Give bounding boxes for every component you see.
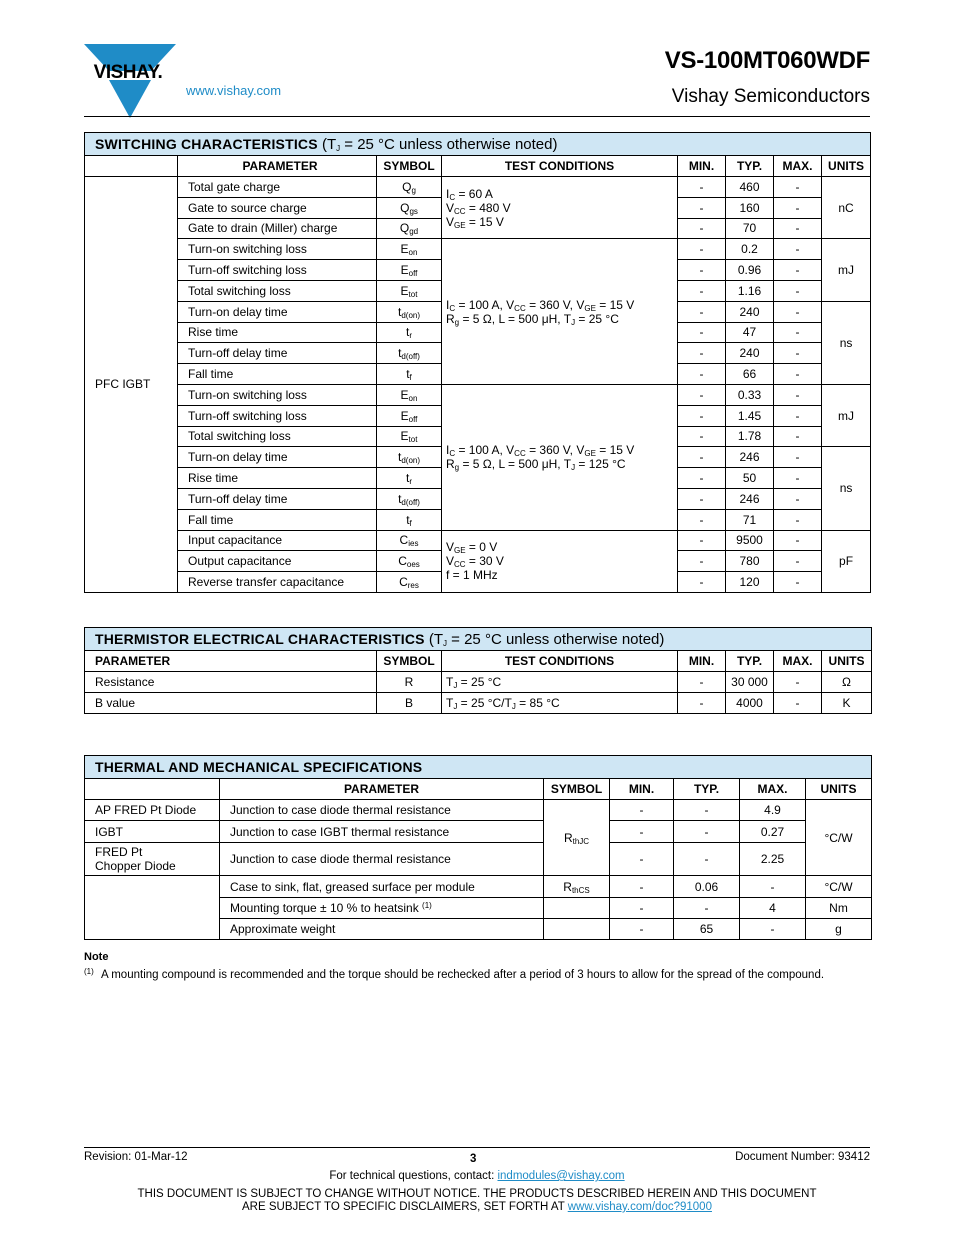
symbol-cell: $C_{res}$ (377, 572, 442, 593)
col-min: MIN. (678, 651, 726, 672)
note-text: A mounting compound is recommended and the torque should be rechecked after a period of 3 hours to allow for the spread of the compound. (101, 969, 825, 981)
param-cell: Turn-on switching loss (178, 239, 377, 260)
thermal-mechanical-table (84, 755, 872, 940)
max-cell: 2.25 (740, 843, 806, 876)
typ-cell: 50 (726, 468, 774, 489)
header-row (85, 156, 871, 177)
param-cell: Total switching loss (178, 280, 377, 301)
symbol-cell: R (377, 672, 442, 693)
min-cell: - (678, 693, 726, 714)
col-typ: TYP. (726, 651, 774, 672)
min-cell: - (678, 301, 726, 322)
table-row (85, 821, 872, 843)
typ-cell: 0.33 (726, 384, 774, 405)
table-row (85, 177, 871, 198)
typ-cell: - (674, 821, 740, 843)
contact-line (0, 1170, 954, 1182)
contact-prefix: For technical questions, contact: (329, 1170, 498, 1182)
table-row (85, 800, 872, 821)
unit-cell: Nm (806, 898, 872, 919)
min-cell: - (678, 530, 726, 551)
document-title: VS-100MT060WDF (664, 47, 870, 74)
max-cell: - (774, 239, 822, 260)
min-cell: - (678, 343, 726, 364)
symbol-cell (544, 919, 610, 940)
group-cell: PFC IGBT (85, 177, 178, 593)
table-row (85, 239, 871, 260)
param-cell: Reverse transfer capacitance (178, 572, 377, 593)
min-cell: - (610, 898, 674, 919)
disclaimer-line-1: THIS DOCUMENT IS SUBJECT TO CHANGE WITHOUT NOTICE. THE PRODUCTS DESCRIBED HEREIN AND THIS DOCUMENT (137, 1188, 817, 1200)
symbol-cell: $R_{thJC}$ (544, 800, 610, 876)
contact-email-link[interactable]: indmodules@vishay.com (497, 1170, 625, 1182)
table-row (85, 384, 871, 405)
max-cell: - (774, 572, 822, 593)
param-cell: Rise time (178, 468, 377, 489)
symbol-cell: $t_r$ (377, 322, 442, 343)
table-row (85, 672, 872, 693)
col-symbol: SYMBOL (377, 156, 442, 177)
col-max: MAX. (740, 779, 806, 800)
min-cell: - (678, 426, 726, 447)
param-cell: Fall time (178, 509, 377, 530)
symbol-cell: B (377, 693, 442, 714)
col-symbol: SYMBOL (544, 779, 610, 800)
conditions-cell: $I_C = 60$ A $V_{CC} = 480$ V $V_{GE} = 15$ V (442, 177, 678, 239)
param-cell: Mounting torque ± 10 % to heatsink $^{(1)}$ (220, 898, 544, 919)
unit-cell: °C/W (806, 876, 872, 898)
typ-cell: 1.16 (726, 280, 774, 301)
symbol-cell: $Q_g$ (377, 177, 442, 198)
group-cell: AP FRED Pt Diode (85, 800, 220, 821)
min-cell: - (678, 468, 726, 489)
col-parameter: PARAMETER (85, 651, 377, 672)
max-cell: - (774, 509, 822, 530)
symbol-cell: $t_{d(off)}$ (377, 488, 442, 509)
param-cell: Turn-on switching loss (178, 384, 377, 405)
typ-cell: 246 (726, 488, 774, 509)
symbol-cell: $t_{d(on)}$ (377, 447, 442, 468)
param-cell: Resistance (85, 672, 377, 693)
col-min: MIN. (610, 779, 674, 800)
website-link[interactable]: www.vishay.com (186, 83, 282, 98)
unit-cell: g (806, 919, 872, 940)
typ-cell: 0.96 (726, 260, 774, 281)
max-cell: - (774, 280, 822, 301)
max-cell: 4.9 (740, 800, 806, 821)
param-cell: Fall time (178, 364, 377, 385)
min-cell: - (678, 197, 726, 218)
switching-characteristics-table (84, 132, 871, 593)
symbol-cell: $t_{d(off)}$ (377, 343, 442, 364)
max-cell: - (774, 343, 822, 364)
param-cell: Turn-off switching loss (178, 260, 377, 281)
min-cell: - (678, 488, 726, 509)
min-cell: - (678, 672, 726, 693)
typ-cell: 460 (726, 177, 774, 198)
min-cell: - (610, 821, 674, 843)
col-units: UNITS (806, 779, 872, 800)
max-cell: - (774, 177, 822, 198)
min-cell: - (678, 177, 726, 198)
header-row (85, 651, 872, 672)
param-cell: Turn-on delay time (178, 447, 377, 468)
min-cell: - (610, 876, 674, 898)
symbol-cell: $Q_{gs}$ (377, 197, 442, 218)
symbol-cell: $E_{tot}$ (377, 426, 442, 447)
param-cell: Total switching loss (178, 426, 377, 447)
typ-cell: 9500 (726, 530, 774, 551)
min-cell: - (678, 405, 726, 426)
unit-cell: mJ (822, 384, 871, 446)
param-cell: Junction to case diode thermal resistance (220, 843, 544, 876)
document-number: Document Number: 93412 (735, 1151, 870, 1163)
min-cell: - (678, 572, 726, 593)
min-cell: - (610, 919, 674, 940)
min-cell: - (678, 260, 726, 281)
symbol-cell: $C_{oes}$ (377, 551, 442, 572)
symbol-cell: $R_{thCS}$ (544, 876, 610, 898)
table-row (85, 876, 872, 898)
param-cell: Turn-off switching loss (178, 405, 377, 426)
typ-cell: 70 (726, 218, 774, 239)
table-row (85, 693, 872, 714)
disclaimer-prefix: ARE SUBJECT TO SPECIFIC DISCLAIMERS, SET FORTH AT (242, 1201, 568, 1213)
table-title: SWITCHING CHARACTERISTICS ($T_J = 25$ °C unless otherwise noted) (85, 133, 871, 156)
col-units: UNITS (822, 156, 871, 177)
min-cell: - (610, 843, 674, 876)
disclaimer-link[interactable]: www.vishay.com/doc?91000 (567, 1201, 712, 1213)
max-cell: - (774, 218, 822, 239)
group-cell: FRED Pt Chopper Diode (85, 843, 220, 876)
footer-divider (84, 1147, 870, 1148)
unit-cell: pF (822, 530, 871, 592)
typ-cell: 120 (726, 572, 774, 593)
min-cell: - (678, 218, 726, 239)
typ-cell: 0.06 (674, 876, 740, 898)
max-cell: 0.27 (740, 821, 806, 843)
note-title: Note (84, 951, 109, 963)
min-cell: - (610, 800, 674, 821)
conditions-cell: $I_C = 100$ A, $V_{CC} = 360$ V, $V_{GE} = 15$ V $R_g = 5$ Ω, L = 500 μH, $T_J = 125$ °C (442, 384, 678, 530)
min-cell: - (678, 447, 726, 468)
max-cell: - (774, 530, 822, 551)
typ-cell: 65 (674, 919, 740, 940)
col-units: UNITS (822, 651, 872, 672)
max-cell: - (774, 364, 822, 385)
col-test-conditions: TEST CONDITIONS (442, 651, 678, 672)
col-parameter: PARAMETER (220, 779, 544, 800)
typ-cell: 246 (726, 447, 774, 468)
min-cell: - (678, 280, 726, 301)
unit-cell: ns (822, 301, 871, 384)
col-parameter: PARAMETER (178, 156, 377, 177)
symbol-cell: $t_f$ (377, 364, 442, 385)
col-test-conditions: TEST CONDITIONS (442, 156, 678, 177)
typ-cell: 47 (726, 322, 774, 343)
param-cell: Junction to case IGBT thermal resistance (220, 821, 544, 843)
col-typ: TYP. (726, 156, 774, 177)
typ-cell: 4000 (726, 693, 774, 714)
param-cell: Turn-off delay time (178, 488, 377, 509)
typ-cell: 240 (726, 343, 774, 364)
param-cell: Turn-on delay time (178, 301, 377, 322)
param-cell: Gate to drain (Miller) charge (178, 218, 377, 239)
group-cell (85, 876, 220, 940)
conditions-cell: $T_J = 25$ $^\circ C/T_J = 85$ °C (442, 693, 678, 714)
param-cell: Gate to source charge (178, 197, 377, 218)
symbol-cell: $t_{d(on)}$ (377, 301, 442, 322)
conditions-cell: $V_{GE} = 0$ V $V_{CC} = 30$ V f = 1 MHz (442, 530, 678, 592)
header-row (85, 779, 872, 800)
max-cell: - (740, 876, 806, 898)
max-cell: - (774, 426, 822, 447)
typ-cell: 1.45 (726, 405, 774, 426)
param-cell: Case to sink, flat, greased surface per module (220, 876, 544, 898)
typ-cell: 66 (726, 364, 774, 385)
symbol-cell: $E_{off}$ (377, 260, 442, 281)
symbol-cell: $t_f$ (377, 509, 442, 530)
param-cell: Output capacitance (178, 551, 377, 572)
max-cell: - (774, 488, 822, 509)
conditions-cell: $T_J = 25$ °C (442, 672, 678, 693)
table-row (85, 530, 871, 551)
conditions-cell: $I_C = 100$ A, $V_{CC} = 360$ V, $V_{GE} = 15$ V $R_g = 5$ Ω, L = 500 μH, $T_J = 25$ °C (442, 239, 678, 385)
param-cell: Junction to case diode thermal resistance (220, 800, 544, 821)
min-cell: - (678, 364, 726, 385)
thermistor-characteristics-table (84, 627, 872, 714)
symbol-cell: $t_r$ (377, 468, 442, 489)
typ-cell: 240 (726, 301, 774, 322)
max-cell: - (774, 672, 822, 693)
param-cell: B value (85, 693, 377, 714)
max-cell: - (774, 447, 822, 468)
revision-date: Revision: 01-Mar-12 (84, 1151, 188, 1163)
symbol-cell: $C_{ies}$ (377, 530, 442, 551)
typ-cell: - (674, 898, 740, 919)
unit-cell: °C/W (806, 800, 872, 876)
typ-cell: 160 (726, 197, 774, 218)
min-cell: - (678, 322, 726, 343)
max-cell: 4 (740, 898, 806, 919)
typ-cell: 0.2 (726, 239, 774, 260)
symbol-cell: $E_{off}$ (377, 405, 442, 426)
table-title: THERMAL AND MECHANICAL SPECIFICATIONS (85, 756, 872, 779)
param-cell: Input capacitance (178, 530, 377, 551)
table-row (85, 843, 872, 876)
logo-wordmark: VISHAY. (93, 62, 163, 83)
min-cell: - (678, 384, 726, 405)
min-cell: - (678, 551, 726, 572)
document-subtitle: Vishay Semiconductors (671, 86, 870, 107)
max-cell: - (774, 405, 822, 426)
max-cell: - (774, 197, 822, 218)
typ-cell: - (674, 843, 740, 876)
max-cell: - (774, 301, 822, 322)
header-divider (84, 116, 870, 117)
note-body (84, 968, 870, 982)
page-number: 3 (470, 1153, 477, 1165)
typ-cell: 780 (726, 551, 774, 572)
max-cell: - (774, 551, 822, 572)
vishay-logo (84, 44, 176, 118)
typ-cell: 71 (726, 509, 774, 530)
symbol-cell: $E_{on}$ (377, 384, 442, 405)
col-typ: TYP. (674, 779, 740, 800)
symbol-cell (544, 898, 610, 919)
max-cell: - (740, 919, 806, 940)
symbol-cell: $E_{tot}$ (377, 280, 442, 301)
unit-cell: Ω (822, 672, 872, 693)
col-max: MAX. (774, 156, 822, 177)
col-symbol: SYMBOL (377, 651, 442, 672)
max-cell: - (774, 693, 822, 714)
unit-cell: mJ (822, 239, 871, 301)
disclaimer-line-2 (0, 1201, 954, 1213)
symbol-cell: $E_{on}$ (377, 239, 442, 260)
max-cell: - (774, 322, 822, 343)
param-cell: Total gate charge (178, 177, 377, 198)
col-max: MAX. (774, 651, 822, 672)
max-cell: - (774, 468, 822, 489)
typ-cell: 30 000 (726, 672, 774, 693)
param-cell: Approximate weight (220, 919, 544, 940)
unit-cell: ns (822, 447, 871, 530)
param-cell: Turn-off delay time (178, 343, 377, 364)
table-title: THERMISTOR ELECTRICAL CHARACTERISTICS ($T_J = 25$ °C unless otherwise noted) (85, 628, 872, 651)
group-cell: IGBT (85, 821, 220, 843)
note-marker: (1) (84, 967, 94, 976)
typ-cell: - (674, 800, 740, 821)
unit-cell: nC (822, 177, 871, 239)
unit-cell: K (822, 693, 872, 714)
col-min: MIN. (678, 156, 726, 177)
typ-cell: 1.78 (726, 426, 774, 447)
max-cell: - (774, 384, 822, 405)
max-cell: - (774, 260, 822, 281)
min-cell: - (678, 239, 726, 260)
symbol-cell: $Q_{gd}$ (377, 218, 442, 239)
min-cell: - (678, 509, 726, 530)
param-cell: Rise time (178, 322, 377, 343)
